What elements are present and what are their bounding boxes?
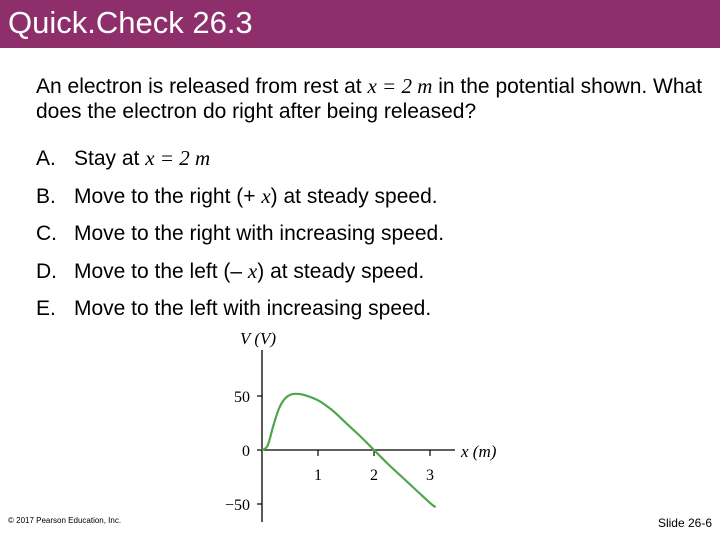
option-letter: D. <box>36 260 57 283</box>
option-text-post: ) at steady speed. <box>257 260 425 283</box>
copyright: © 2017 Pearson Education, Inc. <box>8 516 122 525</box>
y-tick-label: 50 <box>234 389 250 406</box>
option-math: x <box>261 184 271 208</box>
question-math: x = 2 m <box>367 74 433 98</box>
option-text-post: ) at steady speed. <box>270 185 438 208</box>
slide-number: Slide 26-6 <box>657 516 712 530</box>
y-ticks <box>225 389 262 514</box>
question-after: in the potential shown. What does the electron do right after being released? <box>36 75 703 123</box>
x-ticks <box>314 450 434 484</box>
option-text: Move to the right (+ <box>74 185 262 208</box>
option-letter: C. <box>36 222 57 245</box>
option-text: Move to the right with increasing speed. <box>74 222 445 245</box>
question-before: An electron is released from rest at <box>36 75 368 98</box>
option-letter: B. <box>36 185 56 208</box>
option-math: x <box>247 259 258 283</box>
y-tick-label: 0 <box>242 443 250 460</box>
option-math: x = 2 m <box>145 146 211 170</box>
option-letter: A. <box>36 147 56 170</box>
x-axis-label: x (m) <box>461 442 497 461</box>
option-text: Stay at <box>74 147 146 170</box>
y-axis-label: V (V) <box>240 329 277 348</box>
option-text: Move to the left with increasing speed. <box>74 297 432 320</box>
x-tick-label: 3 <box>426 467 434 484</box>
x-tick-label: 1 <box>314 467 322 484</box>
slide-title: Quick.Check 26.3 <box>8 5 253 40</box>
option-text: Move to the left (– <box>74 260 248 283</box>
option-letter: E. <box>36 297 56 320</box>
x-tick-label: 2 <box>370 467 378 484</box>
y-tick-label: −50 <box>224 497 250 514</box>
